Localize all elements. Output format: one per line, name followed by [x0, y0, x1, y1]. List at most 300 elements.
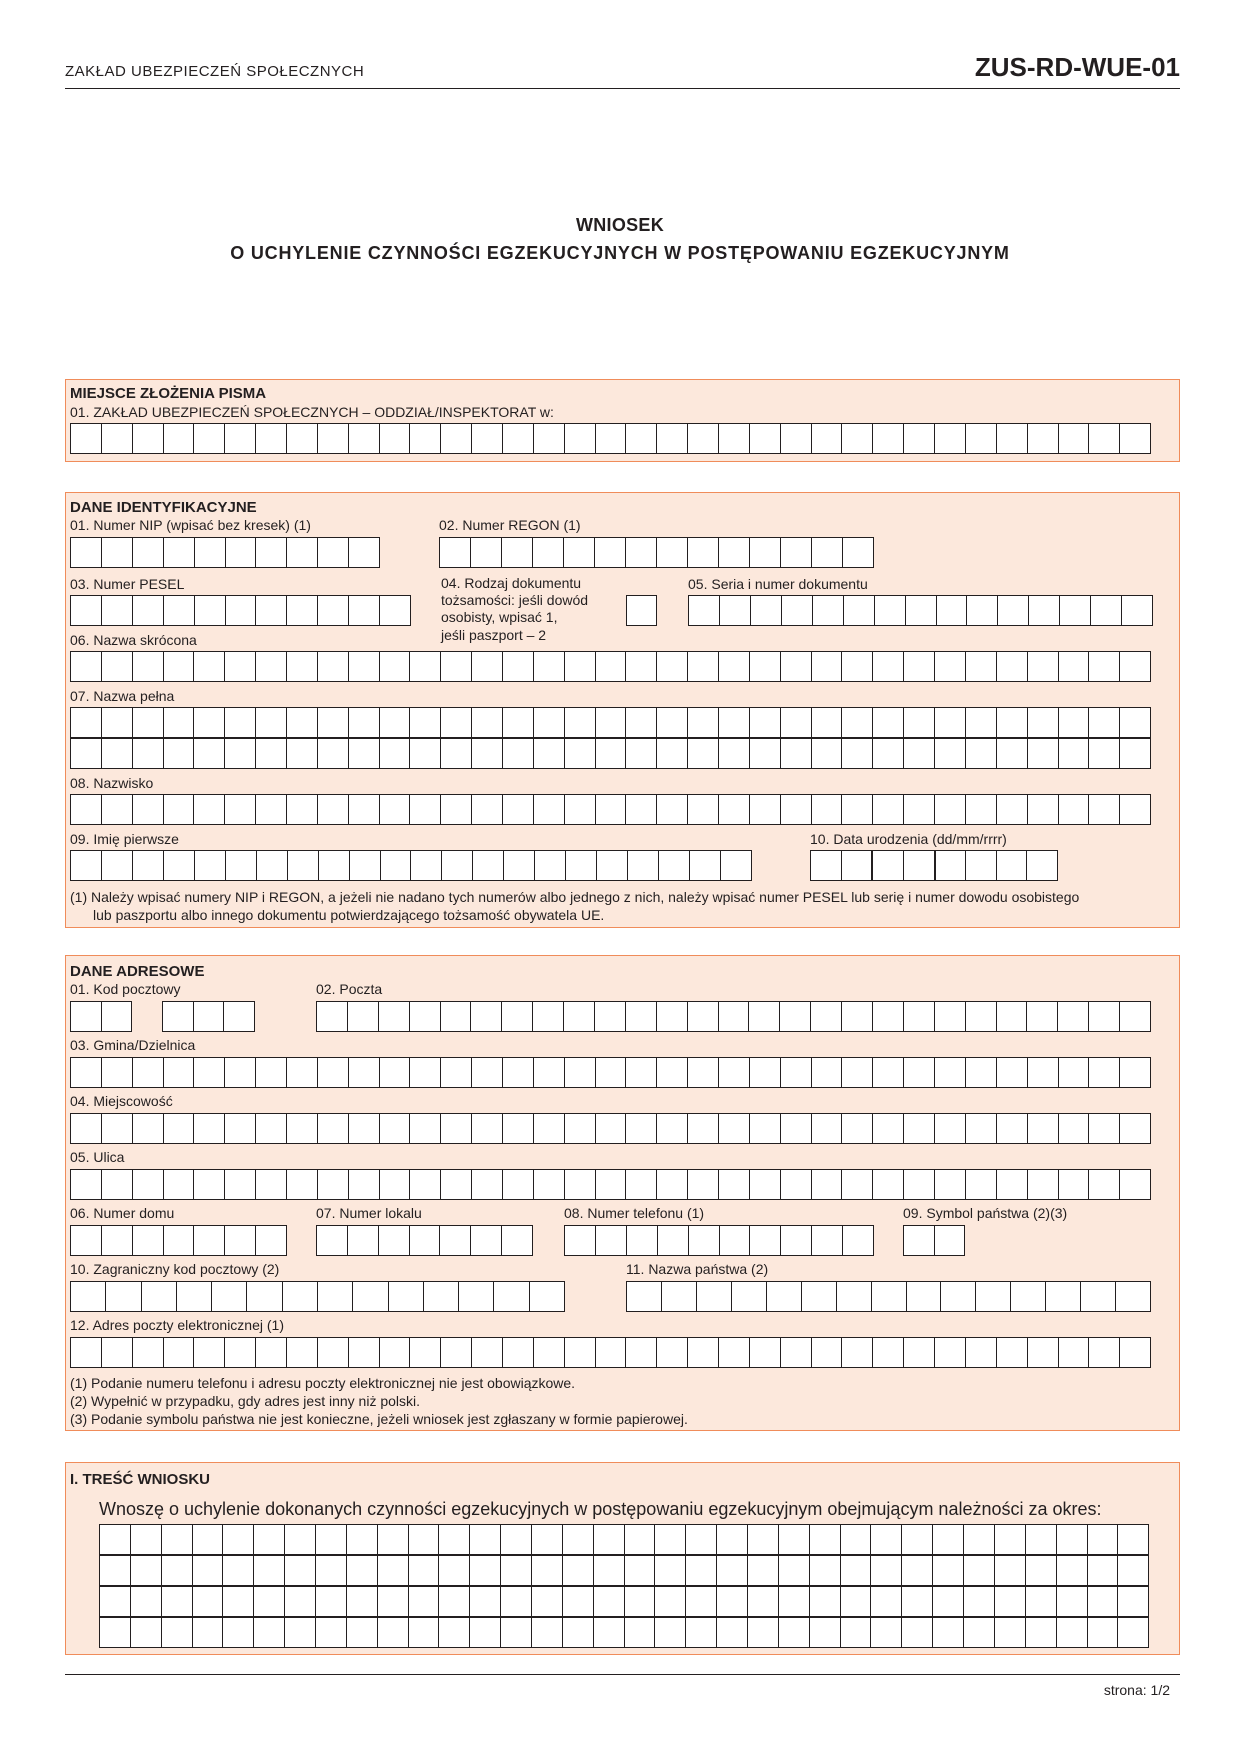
char-box[interactable] [904, 1226, 935, 1255]
char-box[interactable] [470, 1587, 501, 1616]
char-box[interactable] [287, 538, 318, 567]
char-box[interactable] [1089, 1338, 1120, 1367]
char-box[interactable] [688, 1058, 719, 1087]
char-box[interactable] [287, 1338, 318, 1367]
char-box[interactable] [779, 1587, 810, 1616]
char-box[interactable] [503, 1058, 534, 1087]
char-box[interactable] [379, 1226, 410, 1255]
char-box[interactable] [966, 739, 997, 768]
char-box[interactable] [565, 1114, 596, 1143]
char-box[interactable] [1120, 424, 1150, 453]
char-box[interactable] [1059, 652, 1090, 681]
char-box[interactable] [717, 1618, 748, 1647]
char-box[interactable] [1120, 1170, 1150, 1199]
char-box[interactable] [503, 1114, 534, 1143]
char-box[interactable] [750, 538, 781, 567]
char-box[interactable] [719, 1114, 750, 1143]
char-box[interactable] [164, 739, 195, 768]
char-box[interactable] [440, 538, 471, 567]
request-period-row2[interactable] [99, 1555, 1149, 1586]
char-box[interactable] [812, 652, 843, 681]
char-box[interactable] [688, 708, 719, 737]
doc-type-input[interactable] [626, 595, 657, 626]
char-box[interactable] [721, 851, 751, 880]
char-box[interactable] [256, 538, 287, 567]
char-box[interactable] [378, 1618, 409, 1647]
char-box[interactable] [473, 851, 504, 880]
char-box[interactable] [193, 1525, 224, 1554]
char-box[interactable] [318, 596, 349, 625]
char-box[interactable] [748, 1618, 779, 1647]
char-box[interactable] [410, 1226, 441, 1255]
char-box[interactable] [1028, 1338, 1059, 1367]
char-box[interactable] [1081, 1282, 1116, 1311]
char-box[interactable] [595, 1002, 626, 1031]
char-box[interactable] [717, 1587, 748, 1616]
char-box[interactable] [226, 596, 257, 625]
char-box[interactable] [349, 1338, 380, 1367]
char-box[interactable] [935, 1002, 966, 1031]
gmina-input[interactable] [70, 1057, 1151, 1088]
char-box[interactable] [998, 596, 1029, 625]
char-box[interactable] [348, 1226, 379, 1255]
char-box[interactable] [349, 538, 379, 567]
char-box[interactable] [596, 1058, 627, 1087]
char-box[interactable] [1088, 1525, 1119, 1554]
char-box[interactable] [439, 1525, 470, 1554]
char-box[interactable] [318, 1058, 349, 1087]
char-box[interactable] [472, 1058, 503, 1087]
locality-input[interactable] [70, 1113, 1151, 1144]
char-box[interactable] [164, 1338, 195, 1367]
char-box[interactable] [871, 1587, 902, 1616]
char-box[interactable] [503, 795, 534, 824]
char-box[interactable] [966, 851, 997, 880]
char-box[interactable] [1057, 1618, 1088, 1647]
char-box[interactable] [596, 739, 627, 768]
char-box[interactable] [224, 1002, 254, 1031]
char-box[interactable] [812, 739, 843, 768]
char-box[interactable] [842, 851, 874, 880]
char-box[interactable] [470, 1525, 501, 1554]
char-box[interactable] [1028, 708, 1059, 737]
char-box[interactable] [566, 851, 597, 880]
char-box[interactable] [1118, 1556, 1148, 1585]
char-box[interactable] [565, 1226, 596, 1255]
char-box[interactable] [256, 739, 287, 768]
char-box[interactable] [935, 1338, 966, 1367]
char-box[interactable] [842, 795, 873, 824]
char-box[interactable] [532, 1618, 563, 1647]
char-box[interactable] [162, 1618, 193, 1647]
char-box[interactable] [565, 652, 596, 681]
char-box[interactable] [873, 1002, 904, 1031]
char-box[interactable] [472, 739, 503, 768]
char-box[interactable] [501, 1618, 532, 1647]
char-box[interactable] [348, 1002, 379, 1031]
char-box[interactable] [194, 1114, 225, 1143]
char-box[interactable] [564, 1002, 595, 1031]
char-box[interactable] [287, 596, 318, 625]
char-box[interactable] [719, 652, 750, 681]
char-box[interactable] [194, 1058, 225, 1087]
char-box[interactable] [164, 652, 195, 681]
char-box[interactable] [441, 652, 472, 681]
char-box[interactable] [389, 1282, 424, 1311]
char-box[interactable] [842, 739, 873, 768]
char-box[interactable] [133, 652, 164, 681]
char-box[interactable] [1057, 1587, 1088, 1616]
char-box[interactable] [811, 1002, 842, 1031]
char-box[interactable] [719, 739, 750, 768]
char-box[interactable] [995, 1618, 1026, 1647]
char-box[interactable] [380, 1114, 411, 1143]
char-box[interactable] [659, 851, 690, 880]
char-box[interactable] [378, 1556, 409, 1585]
char-box[interactable] [626, 1002, 657, 1031]
char-box[interactable] [226, 538, 257, 567]
char-box[interactable] [841, 1525, 872, 1554]
char-box[interactable] [1120, 1002, 1150, 1031]
char-box[interactable] [655, 1556, 686, 1585]
char-box[interactable] [439, 1618, 470, 1647]
char-box[interactable] [102, 596, 133, 625]
char-box[interactable] [349, 1114, 380, 1143]
char-box[interactable] [347, 1587, 378, 1616]
char-box[interactable] [873, 851, 904, 880]
postal-code-part1-input[interactable] [70, 1001, 132, 1032]
char-box[interactable] [1120, 1114, 1150, 1143]
char-box[interactable] [194, 1338, 225, 1367]
char-box[interactable] [1088, 1587, 1119, 1616]
char-box[interactable] [441, 1114, 472, 1143]
char-box[interactable] [767, 1282, 802, 1311]
char-box[interactable] [812, 708, 843, 737]
char-box[interactable] [194, 1002, 225, 1031]
char-box[interactable] [287, 1114, 318, 1143]
char-box[interactable] [626, 1338, 657, 1367]
char-box[interactable] [133, 1114, 164, 1143]
char-box[interactable] [935, 708, 966, 737]
char-box[interactable] [750, 795, 781, 824]
char-box[interactable] [1120, 1338, 1150, 1367]
char-box[interactable] [873, 739, 904, 768]
char-box[interactable] [288, 851, 319, 880]
request-period-row3[interactable] [99, 1586, 1149, 1617]
char-box[interactable] [719, 795, 750, 824]
char-box[interactable] [256, 1226, 286, 1255]
char-box[interactable] [563, 1556, 594, 1585]
char-box[interactable] [902, 1618, 933, 1647]
foreign-postal-code-input[interactable] [70, 1281, 565, 1312]
char-box[interactable] [441, 708, 472, 737]
char-box[interactable] [1089, 1058, 1120, 1087]
char-box[interactable] [719, 708, 750, 737]
char-box[interactable] [504, 851, 535, 880]
char-box[interactable] [254, 1525, 285, 1554]
char-box[interactable] [565, 708, 596, 737]
char-box[interactable] [177, 1282, 212, 1311]
char-box[interactable] [471, 538, 502, 567]
char-box[interactable] [349, 1058, 380, 1087]
char-box[interactable] [1120, 1058, 1150, 1087]
char-box[interactable] [285, 1525, 316, 1554]
char-box[interactable] [409, 1618, 440, 1647]
char-box[interactable] [750, 1338, 781, 1367]
char-box[interactable] [410, 1338, 441, 1367]
char-box[interactable] [933, 1556, 964, 1585]
char-box[interactable] [812, 1226, 843, 1255]
char-box[interactable] [750, 1058, 781, 1087]
char-box[interactable] [195, 596, 226, 625]
char-box[interactable] [532, 1556, 563, 1585]
char-box[interactable] [873, 795, 904, 824]
char-box[interactable] [720, 596, 751, 625]
char-box[interactable] [501, 1556, 532, 1585]
char-box[interactable] [941, 1282, 976, 1311]
full-name-input-row2[interactable] [70, 738, 1151, 769]
char-box[interactable] [1059, 708, 1090, 737]
char-box[interactable] [596, 652, 627, 681]
char-box[interactable] [779, 1556, 810, 1585]
char-box[interactable] [194, 739, 225, 768]
char-box[interactable] [194, 1226, 225, 1255]
regon-input[interactable] [439, 537, 874, 568]
char-box[interactable] [906, 596, 937, 625]
char-box[interactable] [837, 1282, 872, 1311]
char-box[interactable] [936, 851, 967, 880]
char-box[interactable] [225, 1114, 256, 1143]
char-box[interactable] [441, 1338, 472, 1367]
char-box[interactable] [380, 1338, 411, 1367]
char-box[interactable] [781, 1338, 812, 1367]
char-box[interactable] [133, 596, 164, 625]
phone-input[interactable] [564, 1225, 874, 1256]
char-box[interactable] [843, 538, 873, 567]
char-box[interactable] [349, 652, 380, 681]
char-box[interactable] [1057, 1525, 1088, 1554]
char-box[interactable] [688, 538, 719, 567]
char-box[interactable] [472, 1338, 503, 1367]
char-box[interactable] [317, 1226, 348, 1255]
char-box[interactable] [71, 739, 102, 768]
char-box[interactable] [287, 795, 318, 824]
char-box[interactable] [627, 1226, 658, 1255]
char-box[interactable] [534, 652, 565, 681]
char-box[interactable] [657, 538, 688, 567]
char-box[interactable] [1028, 795, 1059, 824]
char-box[interactable] [935, 1170, 966, 1199]
char-box[interactable] [503, 739, 534, 768]
char-box[interactable] [596, 1170, 627, 1199]
char-box[interactable] [532, 1587, 563, 1616]
char-box[interactable] [995, 1525, 1026, 1554]
char-box[interactable] [844, 596, 875, 625]
char-box[interactable] [133, 538, 164, 567]
char-box[interactable] [871, 1556, 902, 1585]
char-box[interactable] [287, 1058, 318, 1087]
char-box[interactable] [1060, 596, 1091, 625]
char-box[interactable] [226, 851, 257, 880]
apartment-number-input[interactable] [316, 1225, 533, 1256]
char-box[interactable] [472, 1114, 503, 1143]
char-box[interactable] [133, 1226, 164, 1255]
char-box[interactable] [380, 708, 411, 737]
char-box[interactable] [193, 1618, 224, 1647]
char-box[interactable] [535, 851, 566, 880]
char-box[interactable] [256, 1170, 287, 1199]
char-box[interactable] [102, 424, 133, 453]
char-box[interactable] [937, 596, 968, 625]
char-box[interactable] [102, 1226, 133, 1255]
char-box[interactable] [133, 424, 164, 453]
char-box[interactable] [842, 1338, 873, 1367]
char-box[interactable] [440, 1226, 471, 1255]
char-box[interactable] [597, 851, 628, 880]
char-box[interactable] [1029, 596, 1060, 625]
char-box[interactable] [873, 652, 904, 681]
char-box[interactable] [1058, 1002, 1089, 1031]
char-box[interactable] [625, 1618, 656, 1647]
char-box[interactable] [71, 1170, 102, 1199]
char-box[interactable] [719, 1170, 750, 1199]
char-box[interactable] [904, 795, 935, 824]
char-box[interactable] [594, 1525, 625, 1554]
char-box[interactable] [164, 1226, 195, 1255]
char-box[interactable] [225, 1338, 256, 1367]
char-box[interactable] [534, 795, 565, 824]
char-box[interactable] [750, 1170, 781, 1199]
char-box[interactable] [596, 1226, 627, 1255]
char-box[interactable] [212, 1282, 247, 1311]
char-box[interactable] [655, 1618, 686, 1647]
char-box[interactable] [565, 1170, 596, 1199]
char-box[interactable] [349, 739, 380, 768]
char-box[interactable] [164, 708, 195, 737]
char-box[interactable] [503, 708, 534, 737]
char-box[interactable] [424, 1282, 459, 1311]
char-box[interactable] [563, 1587, 594, 1616]
char-box[interactable] [501, 1525, 532, 1554]
char-box[interactable] [781, 1226, 812, 1255]
char-box[interactable] [596, 795, 627, 824]
char-box[interactable] [750, 424, 781, 453]
char-box[interactable] [1028, 1114, 1059, 1143]
char-box[interactable] [318, 538, 349, 567]
email-input[interactable] [70, 1337, 1151, 1368]
char-box[interactable] [655, 1525, 686, 1554]
char-box[interactable] [810, 1525, 841, 1554]
char-box[interactable] [1059, 1338, 1090, 1367]
char-box[interactable] [935, 739, 966, 768]
char-box[interactable] [254, 1618, 285, 1647]
char-box[interactable] [750, 1226, 781, 1255]
char-box[interactable] [688, 739, 719, 768]
char-box[interactable] [441, 1002, 472, 1031]
char-box[interactable] [71, 708, 102, 737]
char-box[interactable] [102, 739, 133, 768]
char-box[interactable] [410, 739, 441, 768]
char-box[interactable] [318, 795, 349, 824]
char-box[interactable] [163, 1002, 194, 1031]
char-box[interactable] [380, 739, 411, 768]
char-box[interactable] [812, 1170, 843, 1199]
char-box[interactable] [1120, 652, 1150, 681]
char-box[interactable] [409, 1556, 440, 1585]
full-name-input-row1[interactable] [70, 707, 1151, 738]
char-box[interactable] [503, 652, 534, 681]
char-box[interactable] [1118, 1525, 1148, 1554]
char-box[interactable] [902, 1587, 933, 1616]
char-box[interactable] [565, 739, 596, 768]
char-box[interactable] [410, 1114, 441, 1143]
char-box[interactable] [935, 1058, 966, 1087]
char-box[interactable] [565, 1058, 596, 1087]
char-box[interactable] [470, 1618, 501, 1647]
char-box[interactable] [349, 596, 380, 625]
char-box[interactable] [997, 424, 1028, 453]
char-box[interactable] [779, 1525, 810, 1554]
char-box[interactable] [131, 1525, 162, 1554]
char-box[interactable] [287, 424, 318, 453]
char-box[interactable] [503, 1338, 534, 1367]
char-box[interactable] [688, 1170, 719, 1199]
char-box[interactable] [162, 1556, 193, 1585]
char-box[interactable] [71, 795, 102, 824]
post-office-input[interactable] [316, 1001, 1151, 1032]
char-box[interactable] [628, 851, 659, 880]
char-box[interactable] [657, 795, 688, 824]
char-box[interactable] [318, 1282, 353, 1311]
zus-branch-input[interactable] [70, 423, 1151, 454]
char-box[interactable] [164, 596, 195, 625]
char-box[interactable] [781, 795, 812, 824]
char-box[interactable] [750, 739, 781, 768]
char-box[interactable] [410, 1002, 441, 1031]
char-box[interactable] [1028, 424, 1059, 453]
char-box[interactable] [350, 851, 381, 880]
char-box[interactable] [1026, 1587, 1057, 1616]
char-box[interactable] [283, 1282, 318, 1311]
char-box[interactable] [904, 851, 936, 880]
char-box[interactable] [657, 1058, 688, 1087]
char-box[interactable] [935, 795, 966, 824]
char-box[interactable] [781, 538, 812, 567]
char-box[interactable] [751, 596, 782, 625]
char-box[interactable] [902, 1525, 933, 1554]
char-box[interactable] [657, 708, 688, 737]
char-box[interactable] [594, 1618, 625, 1647]
char-box[interactable] [966, 652, 997, 681]
char-box[interactable] [225, 1226, 256, 1255]
char-box[interactable] [841, 1618, 872, 1647]
char-box[interactable] [1028, 652, 1059, 681]
char-box[interactable] [594, 1556, 625, 1585]
char-box[interactable] [626, 424, 657, 453]
char-box[interactable] [164, 851, 195, 880]
char-box[interactable] [131, 1587, 162, 1616]
char-box[interactable] [502, 1226, 532, 1255]
char-box[interactable] [750, 708, 781, 737]
char-box[interactable] [719, 1338, 750, 1367]
char-box[interactable] [749, 1002, 780, 1031]
char-box[interactable] [780, 1002, 811, 1031]
char-box[interactable] [997, 1338, 1028, 1367]
char-box[interactable] [133, 1170, 164, 1199]
char-box[interactable] [873, 1058, 904, 1087]
country-symbol-input[interactable] [903, 1225, 965, 1256]
char-box[interactable] [225, 708, 256, 737]
